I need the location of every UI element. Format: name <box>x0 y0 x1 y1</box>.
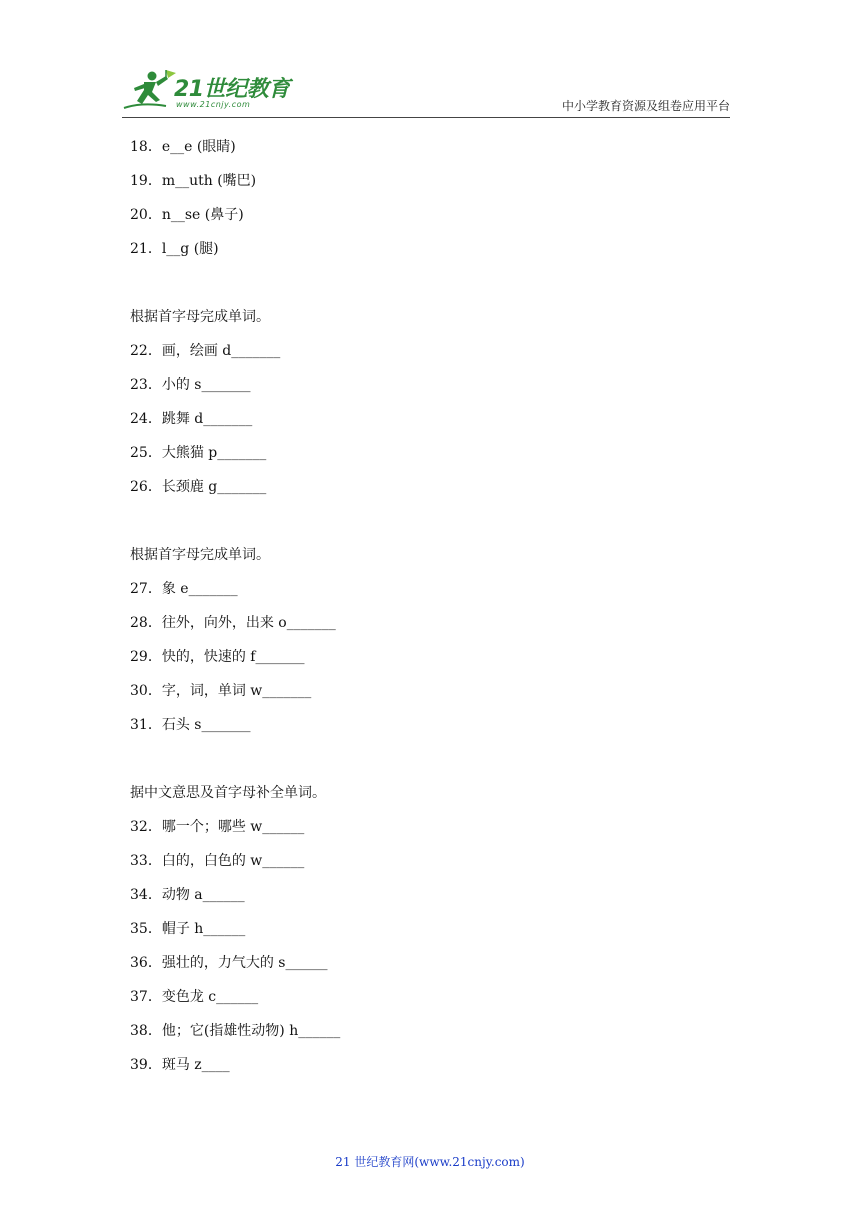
exercise-item-28 <box>130 610 750 644</box>
item-number: 20． <box>130 207 162 223</box>
item-number: 24． <box>130 411 162 427</box>
item-number: 31． <box>130 717 162 733</box>
item-number: 39． <box>130 1057 162 1073</box>
item-text: 他；它(指雄性动物) h______ <box>161 1023 341 1039</box>
exercise-item-35 <box>130 916 750 950</box>
exercise-item-32 <box>130 814 750 848</box>
item-number: 29． <box>130 649 162 665</box>
logo-url: www.21cnjy.com <box>176 100 251 109</box>
item-number: 25． <box>130 445 162 461</box>
exercise-item-39 <box>130 1052 750 1086</box>
exercise-item-26 <box>130 474 750 508</box>
section-instruction: 根据首字母完成单词。 <box>130 309 270 325</box>
exercise-item-27 <box>130 576 750 610</box>
exercise-content <box>130 134 750 1086</box>
item-number: 27． <box>130 581 162 597</box>
exercise-item-30 <box>130 678 750 712</box>
item-text: 往外，向外，出来 o_______ <box>161 615 336 631</box>
item-number: 33． <box>130 853 162 869</box>
item-text: e__e (眼睛) <box>161 139 236 155</box>
exercise-item-18 <box>130 134 750 168</box>
header-divider <box>122 117 730 118</box>
item-text: 长颈鹿 g_______ <box>161 479 267 495</box>
item-text: 象 e_______ <box>161 581 238 597</box>
exercise-item-25 <box>130 440 750 474</box>
item-text: 大熊猫 p_______ <box>161 445 267 461</box>
platform-tagline: 中小学教育资源及组卷应用平台 <box>561 99 730 113</box>
site-logo[interactable] <box>122 68 302 116</box>
exercise-group <box>130 780 750 1086</box>
item-number: 32． <box>130 819 162 835</box>
item-number: 36． <box>130 955 162 971</box>
exercise-item-21 <box>130 236 750 270</box>
item-number: 26． <box>130 479 162 495</box>
item-text: 快的，快速的 f_______ <box>161 649 305 665</box>
exercise-group <box>130 304 750 508</box>
item-text: 帽子 h______ <box>161 921 246 937</box>
item-number: 21． <box>130 241 162 257</box>
exercise-item-19 <box>130 168 750 202</box>
item-text: 画，绘画 d_______ <box>161 343 281 359</box>
exercise-item-38 <box>130 1018 750 1052</box>
item-number: 38． <box>130 1023 162 1039</box>
item-number: 30． <box>130 683 162 699</box>
item-number: 22． <box>130 343 162 359</box>
item-number: 19． <box>130 173 162 189</box>
item-text: 强壮的，力气大的 s______ <box>161 955 328 971</box>
item-text: 动物 a______ <box>161 887 245 903</box>
item-number: 34． <box>130 887 162 903</box>
item-text: l__g (腿) <box>161 241 219 257</box>
exercise-item-22 <box>130 338 750 372</box>
item-text: 跳舞 d_______ <box>161 411 253 427</box>
page-footer[interactable]: 21 世纪教育网(www.21cnjy.com) <box>335 1155 525 1169</box>
exercise-item-29 <box>130 644 750 678</box>
page-header <box>0 0 860 135</box>
exercise-item-34 <box>130 882 750 916</box>
item-text: 变色龙 c______ <box>161 989 259 1005</box>
exercise-item-23 <box>130 372 750 406</box>
section-instruction: 根据首字母完成单词。 <box>130 547 270 563</box>
exercise-item-33 <box>130 848 750 882</box>
item-text: n__se (鼻子) <box>161 207 244 223</box>
exercise-item-36 <box>130 950 750 984</box>
item-number: 18． <box>130 139 162 155</box>
item-number: 28． <box>130 615 162 631</box>
exercise-group <box>130 542 750 746</box>
exercise-group <box>130 134 750 270</box>
item-text: 白的，白色的 w______ <box>161 853 305 869</box>
item-text: 斑马 z____ <box>161 1057 230 1073</box>
item-text: 哪一个；哪些 w______ <box>161 819 305 835</box>
section-instruction: 据中文意思及首字母补全单词。 <box>130 785 326 801</box>
item-number: 35． <box>130 921 162 937</box>
exercise-item-24 <box>130 406 750 440</box>
exercise-item-31 <box>130 712 750 746</box>
item-text: m__uth (嘴巴) <box>161 173 257 189</box>
exercise-item-20 <box>130 202 750 236</box>
logo-text: 21世纪教育 <box>174 77 290 102</box>
item-text: 石头 s_______ <box>161 717 251 733</box>
item-text: 小的 s_______ <box>161 377 251 393</box>
item-text: 字，词，单词 w_______ <box>161 683 312 699</box>
item-number: 37． <box>130 989 162 1005</box>
item-number: 23． <box>130 377 162 393</box>
runner-logo-icon <box>122 68 178 114</box>
exercise-item-37 <box>130 984 750 1018</box>
